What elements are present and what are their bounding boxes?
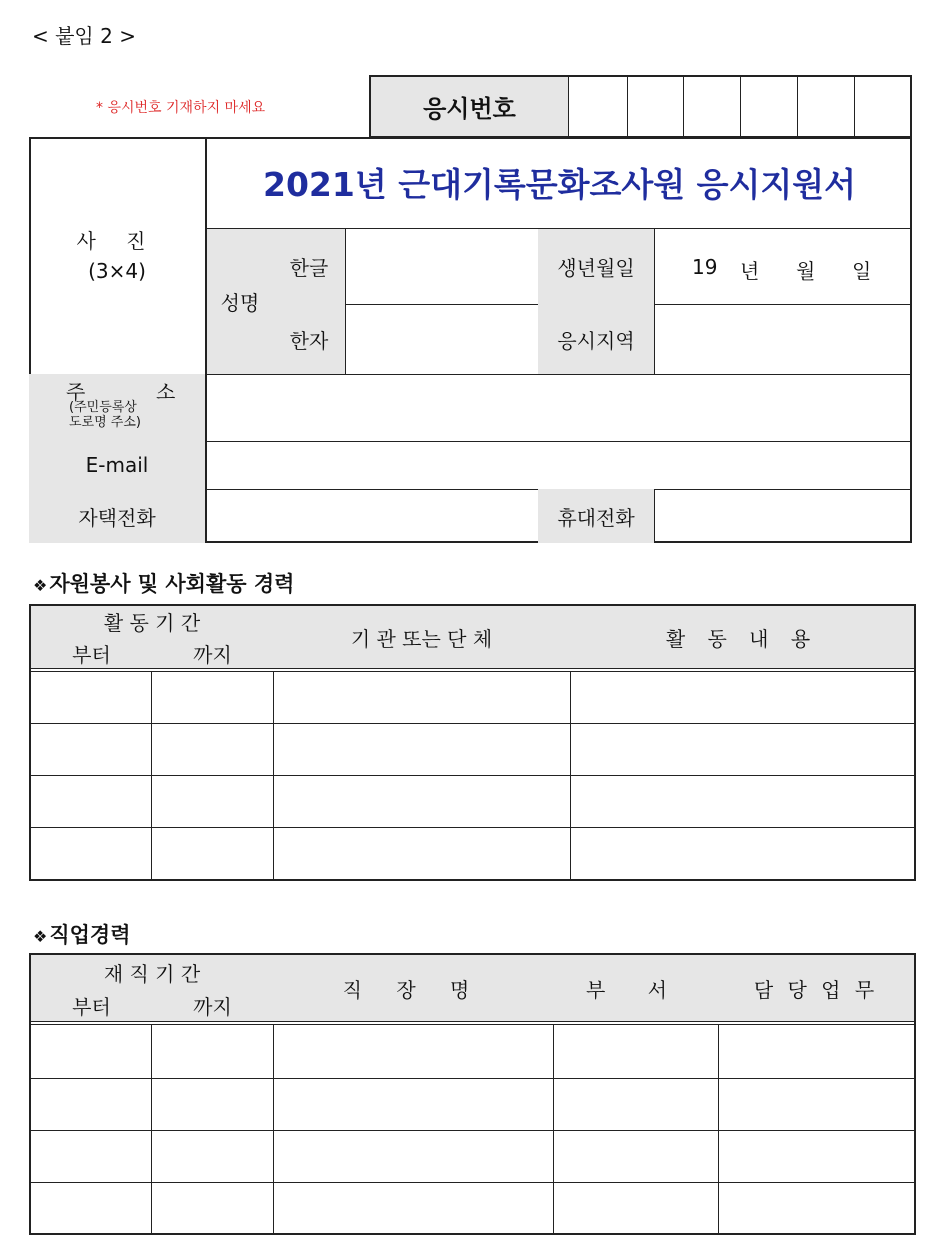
birth-year: 19 <box>692 255 718 279</box>
career-col-line <box>718 1024 719 1233</box>
volunteer-period-header: 활 동 기 간 <box>31 606 274 638</box>
career-to-header: 까지 <box>152 989 274 1022</box>
address-label: 주 소 (주민등록상 도로명 주소) <box>29 374 207 442</box>
hangul-name-field[interactable] <box>345 229 539 305</box>
volunteer-col-line <box>570 671 571 879</box>
exam-number-box-1[interactable] <box>568 75 628 138</box>
career-col-line <box>151 1024 152 1233</box>
career-row[interactable] <box>31 1130 914 1183</box>
photo-area[interactable] <box>29 137 207 375</box>
address-field[interactable] <box>206 374 912 442</box>
career-workplace-header: 직 장 명 <box>273 955 554 1022</box>
volunteer-row[interactable] <box>31 671 914 724</box>
career-dept-header: 부 서 <box>553 955 719 1022</box>
career-row[interactable] <box>31 1078 914 1131</box>
hangul-label: 한글 <box>273 229 346 305</box>
diamond-bullet-icon: ❖ <box>33 576 48 595</box>
photo-label: 사 진 <box>76 228 158 253</box>
hanja-name-field[interactable] <box>345 304 539 375</box>
region-field[interactable] <box>654 304 912 375</box>
exam-number-box-6[interactable] <box>854 75 912 138</box>
career-period-header: 재 직 기 간 <box>31 955 274 990</box>
name-label: 성명 <box>207 229 274 375</box>
volunteer-content-header: 활 동 내 용 <box>570 606 914 669</box>
home-phone-field[interactable] <box>206 489 539 543</box>
exam-number-label: 응시번호 <box>369 75 569 138</box>
mobile-label: 휴대전화 <box>538 489 655 543</box>
exam-number-note: * 응시번호 기재하지 마세요 <box>96 100 266 116</box>
career-col-line <box>553 1024 554 1233</box>
volunteer-from-header: 부터 <box>31 637 153 669</box>
birth-date-field[interactable] <box>654 229 912 305</box>
career-row[interactable] <box>31 1182 914 1233</box>
exam-number-box-3[interactable] <box>683 75 741 138</box>
volunteer-org-header: 기 관 또는 단 체 <box>273 606 571 669</box>
birth-label: 생년월일 <box>538 229 655 305</box>
photo-size: (3×4) <box>88 258 146 283</box>
volunteer-row[interactable] <box>31 723 914 776</box>
birth-day-unit: 일 <box>852 259 872 283</box>
volunteer-row[interactable] <box>31 775 914 828</box>
email-field[interactable] <box>206 441 912 490</box>
exam-number-box-2[interactable] <box>627 75 684 138</box>
attachment-label: < 붙임 2 > <box>32 24 136 48</box>
volunteer-row[interactable] <box>31 827 914 879</box>
diamond-bullet-icon: ❖ <box>33 927 48 946</box>
career-from-header: 부터 <box>31 989 153 1022</box>
email-label: E-mail <box>29 441 207 490</box>
exam-number-box-5[interactable] <box>797 75 855 138</box>
birth-month-unit: 월 <box>796 259 816 283</box>
volunteer-col-line <box>151 671 152 879</box>
career-duty-header: 담 당 업 무 <box>718 955 914 1022</box>
volunteer-to-header: 까지 <box>152 637 274 669</box>
region-label: 응시지역 <box>538 304 655 375</box>
exam-number-box-4[interactable] <box>740 75 798 138</box>
career-row[interactable] <box>31 1024 914 1079</box>
volunteer-col-line <box>273 671 274 879</box>
volunteer-section-title: ❖자원봉사 및 사회활동 경력 <box>33 572 295 596</box>
home-phone-label: 자택전화 <box>29 489 207 543</box>
hanja-label: 한자 <box>273 304 346 375</box>
birth-year-unit: 년 <box>740 259 760 283</box>
mobile-field[interactable] <box>654 489 912 543</box>
form-title: 2021년 근대기록문화조사원 응시지원서 <box>207 137 912 229</box>
career-col-line <box>273 1024 274 1233</box>
career-section-title: ❖직업경력 <box>33 923 131 947</box>
